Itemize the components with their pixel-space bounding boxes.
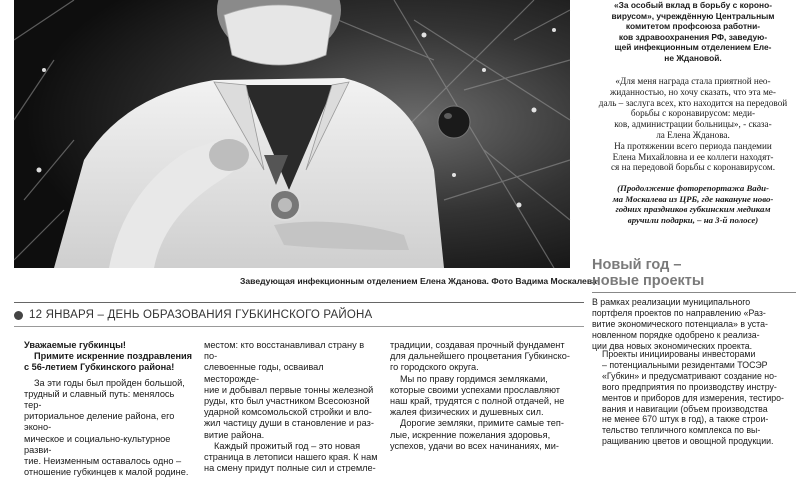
text-line: щей инфекционным отделением Еле-: [614, 42, 772, 53]
award-text: [598, 0, 788, 64]
bullet-icon: [14, 311, 23, 320]
heading-line: новые проекты: [592, 273, 705, 289]
text-line: руды, кто был участником Всесоюзной: [204, 396, 370, 407]
text-line: слевоенные годы, осваивал месторожде-: [204, 362, 324, 384]
divider: [592, 292, 796, 293]
text-line: витие экономического потенциала» в уста-: [592, 318, 768, 329]
new-year-paragraph-2: [592, 349, 792, 447]
text-line: которые своими успехами прославляют: [390, 384, 560, 395]
text-line: За эти годы был пройден большой,: [34, 377, 185, 388]
photo-illustration: [14, 0, 570, 268]
text-line: ма Москалева из ЦРБ, где накануне ново-: [612, 193, 774, 204]
text-line: Примите искренние поздравления: [34, 351, 193, 362]
text-line: традиции, создавая прочный фундамент: [390, 340, 565, 350]
text-line: (Продолжение фоторепортажа Вади-: [617, 183, 769, 193]
article-column-3: [390, 340, 575, 452]
text-line: «За особый вклад в борьбу с короно-: [614, 0, 772, 10]
new-year-paragraph-1: [592, 297, 792, 352]
text-line: ние и добывал первые тонны железной: [204, 384, 374, 395]
text-line: Елена Михайловна и ее коллеги находят-: [612, 151, 774, 162]
text-line: ращиванию цветов и овощной продукции.: [602, 436, 774, 447]
text-line: вания и навигации (объем производства: [602, 403, 768, 414]
divider: [14, 326, 584, 327]
text-line: вручили подарки, – на 3-й полосе): [627, 214, 759, 225]
text-line: ла Елена Жданова.: [656, 129, 730, 140]
text-line: Проекты инициированы инвесторами: [602, 349, 756, 359]
text-line: – потенциальными резидентами ТОСЭР: [602, 359, 768, 370]
text-line: новленном порядке одобрено к реализа-: [592, 329, 760, 340]
text-line: с 56-летием Губкинского района!: [24, 362, 175, 373]
text-line: вого предприятия по производству инстру-: [602, 381, 777, 392]
text-line: борьбы с коронавирусом: меди-: [630, 108, 756, 119]
photo-caption: Заведующая инфекционным отделением Елена Жданова. Фото Вадима Москалева: [240, 276, 597, 286]
text-line: портфеля проектов по направлению «Раз-: [592, 307, 766, 318]
text-line: не Ждановой.: [664, 52, 722, 63]
divider: [14, 302, 584, 303]
quote-text: [598, 76, 788, 173]
text-line: тие. Неизменным оставалось одно –: [24, 456, 182, 467]
text-line: наш край, трудятся с полной отдачей, не: [390, 396, 565, 407]
text-line: на смену придут полные сил и стремле-: [204, 463, 376, 474]
text-line: ударной комсомольской стройки и вло-: [204, 407, 372, 418]
text-line: трудный и славный путь: менялось тер-: [24, 388, 175, 411]
new-year-heading: [592, 257, 792, 289]
section-title: [14, 309, 584, 321]
text-line: не менее 670 штук в год), а также строи-: [602, 414, 769, 425]
text-line: лые, искренние пожелания здоровья,: [390, 429, 551, 440]
text-line: жиданностью, но хочу сказать, что эта ме-: [610, 86, 776, 97]
text-line: ментов и приборов для измерения, тестиро-: [602, 392, 784, 403]
text-line: ков, администрации больницы», - сказа-: [614, 119, 772, 130]
text-line: Каждый прожитый год – это новая: [214, 440, 361, 451]
text-line: Дорогие земляки, примите самые теп-: [400, 418, 564, 429]
text-line: го городского округа.: [390, 362, 479, 373]
text-line: вирусом», учреждённую Центральным: [611, 10, 775, 21]
text-line: годних праздников губкинским медикам: [615, 204, 771, 215]
text-line: жил частицу души в становление и раз-: [204, 418, 374, 429]
text-line: отношение губкинцев к малой родине.: [24, 467, 189, 478]
text-line: В рамках реализации муниципального: [592, 297, 751, 307]
text-line: витие района.: [204, 429, 265, 440]
section-title-text: 12 ЯНВАРЯ – ДЕНЬ ОБРАЗОВАНИЯ ГУБКИНСКОГО РАЙОНА: [29, 309, 373, 321]
text-line: жалея физических и душевных сил.: [390, 407, 544, 418]
text-line: тельство тепличного комплекса по вы-: [602, 425, 761, 436]
text-line: ся на передовой борьбы с коронавирусом.: [610, 162, 776, 173]
text-line: Мы по праву гордимся земляками,: [400, 373, 548, 384]
text-line: для дальнейшего процветания Губкинско-: [390, 351, 570, 362]
text-line: ков здравоохранения РФ, заведую-: [618, 31, 768, 42]
text-line: страница в летописи нашего края. К нам: [204, 452, 378, 463]
text-line: риториальное деление района, его эконо-: [24, 411, 175, 433]
text-line: «Для меня награда стала приятной нео-: [615, 76, 771, 86]
text-line: мическое и социально-культурное разви-: [24, 433, 171, 455]
heading-line: Новый год –: [592, 257, 682, 273]
news-photo: [14, 0, 570, 268]
greeting: Уважаемые губкинцы!: [24, 340, 126, 350]
text-line: местом: кто восстанавливал страну в по-: [204, 340, 365, 362]
text-line: успехов, удачи во всех начинаниях, ми-: [390, 440, 559, 451]
article-column-2: [204, 340, 379, 474]
continuation-note: [598, 183, 788, 225]
text-line: даль – заслуга всех, кто находится на передовой: [598, 97, 788, 108]
article-column-1: [24, 340, 194, 478]
text-line: комитетом профсоюза работни-: [625, 21, 761, 32]
text-line: ции два новых экономических проекта.: [592, 340, 753, 351]
text-line: На протяжении всего периода пандемии: [614, 140, 772, 151]
text-line: «Губкин» и предусматривают создание но-: [602, 370, 777, 381]
